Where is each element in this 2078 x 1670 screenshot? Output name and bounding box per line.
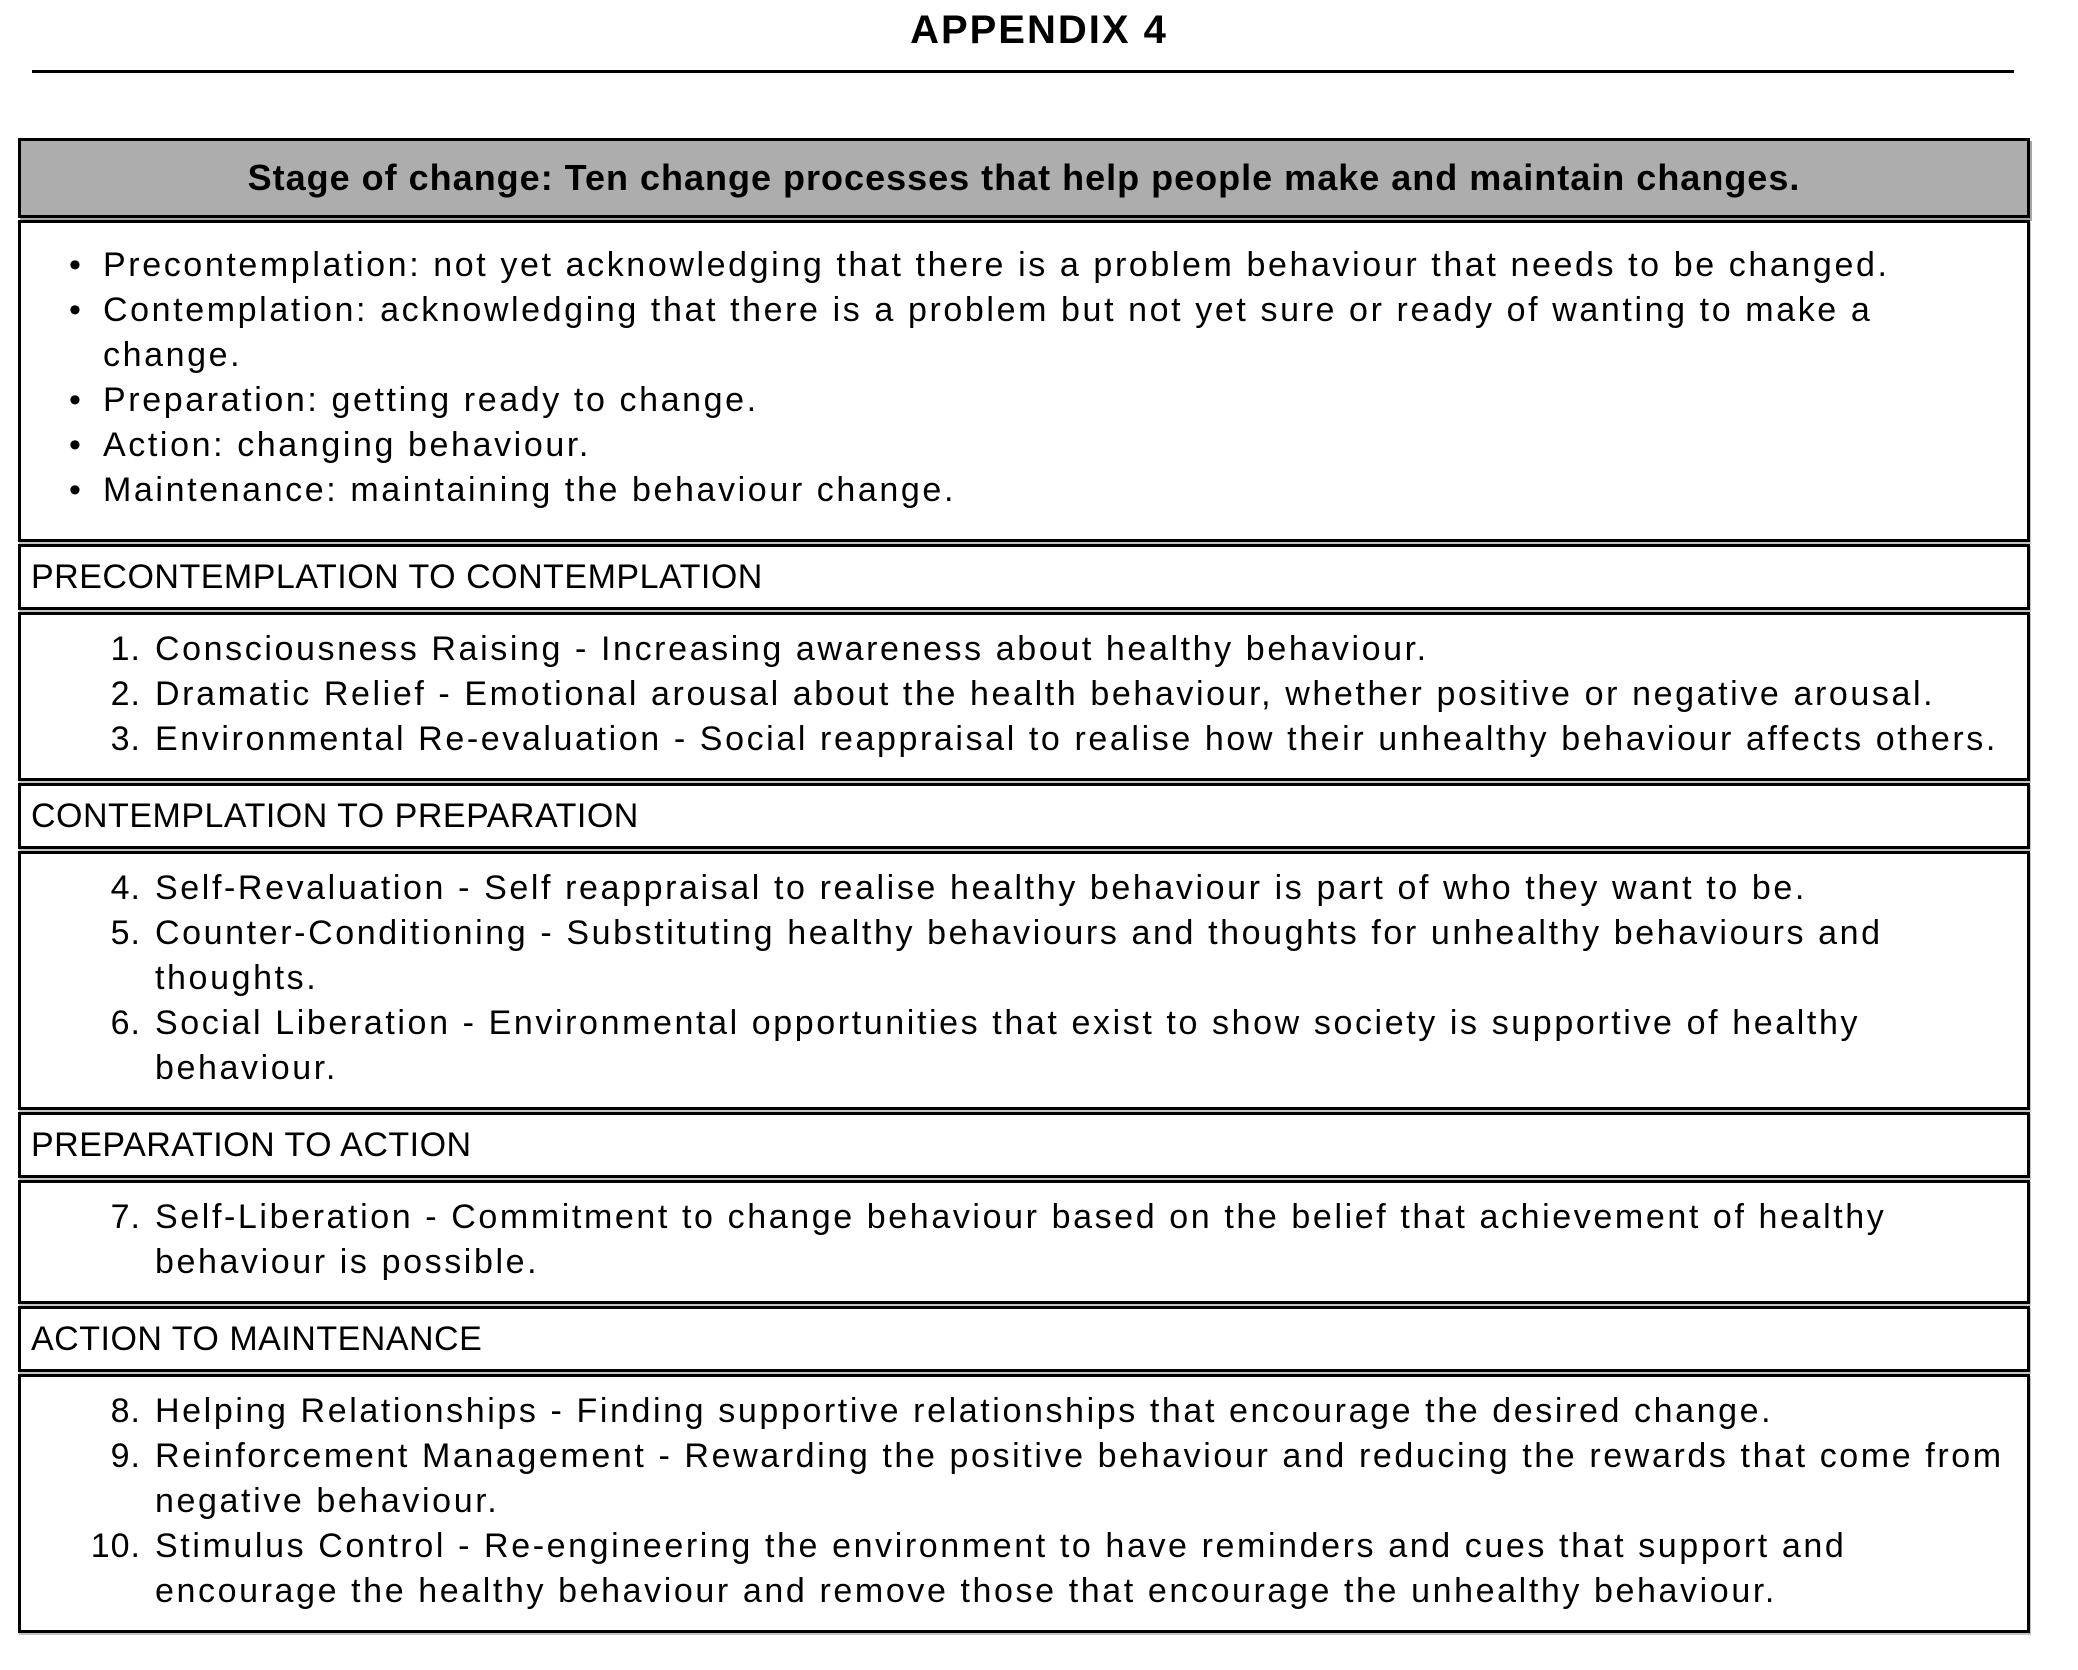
table-header-row	[18, 138, 2030, 218]
item-number: 2.	[110, 675, 141, 713]
list-item	[69, 288, 2007, 378]
item-text: Social Liberation - Environmental opportunities that exist to show society is supportive of healthy behaviour.	[155, 1004, 1861, 1087]
item-text: Dramatic Relief - Emotional arousal about the health behaviour, whether positive or negative arousal.	[155, 675, 1936, 713]
bullet-icon: •	[69, 471, 81, 509]
item-text: Environmental Re-evaluation - Social reappraisal to realise how their unhealthy behaviour affects others.	[155, 720, 1998, 758]
list-item	[69, 378, 2007, 423]
section-heading-action-to-maintenance: ACTION TO MAINTENANCE	[18, 1306, 2030, 1372]
bullet-icon: •	[69, 381, 81, 419]
item-number: 7.	[110, 1198, 141, 1236]
page-title: APPENDIX 4	[910, 8, 1168, 52]
list-item	[41, 1434, 2027, 1524]
list-item	[69, 423, 2007, 468]
stages-of-change-table	[18, 138, 2030, 1635]
process-items-group	[18, 612, 2030, 781]
section-heading-contemplation-to-preparation: CONTEMPLATION TO PREPARATION	[18, 783, 2030, 849]
item-number: 5.	[110, 914, 141, 952]
list-item	[41, 717, 2027, 762]
list-item	[41, 1524, 2027, 1614]
section-heading-precontemplation-to-contemplation: PRECONTEMPLATION TO CONTEMPLATION	[18, 544, 2030, 610]
list-item	[41, 1389, 2027, 1434]
item-text: Reinforcement Management - Rewarding the positive behaviour and reducing the rewards that come from negative behaviour.	[155, 1437, 2004, 1520]
item-number: 3.	[110, 720, 141, 758]
item-number: 4.	[110, 869, 141, 907]
item-number: 8.	[110, 1392, 141, 1430]
bullet-icon: •	[69, 426, 81, 464]
item-text: Counter-Conditioning - Substituting healthy behaviours and thoughts for unhealthy behaviours and thoughts.	[155, 914, 1883, 997]
stage-text: Contemplation: acknowledging that there is a problem but not yet sure or ready of wanting to make a change.	[103, 291, 1873, 374]
list-item	[41, 1001, 2027, 1091]
item-text: Consciousness Raising - Increasing awareness about healthy behaviour.	[155, 630, 1429, 668]
list-item	[41, 672, 2027, 717]
process-items-group	[18, 1180, 2030, 1304]
list-item	[41, 627, 2027, 672]
item-text: Self-Liberation - Commitment to change behaviour based on the belief that achievement of healthy behaviour is possible.	[155, 1198, 1887, 1281]
list-item	[41, 1195, 2027, 1285]
title-rule	[32, 70, 2014, 73]
stage-text: Precontemplation: not yet acknowledging that there is a problem behaviour that needs to be changed.	[103, 246, 1890, 284]
item-number: 1.	[110, 630, 141, 668]
list-item	[41, 911, 2027, 1001]
bullet-icon: •	[69, 291, 81, 329]
stages-list	[18, 220, 2030, 542]
list-item	[69, 243, 2007, 288]
item-text: Helping Relationships - Finding supportive relationships that encourage the desired change.	[155, 1392, 1774, 1430]
item-number: 10.	[90, 1527, 141, 1565]
table-title: Stage of change: Ten change processes that help people make and maintain changes.	[247, 157, 1801, 198]
item-text: Stimulus Control - Re-engineering the environment to have reminders and cues that support and encourage the healthy behaviour and remove those that encourage the unhealthy behaviour.	[155, 1527, 1847, 1610]
process-items-group	[18, 1374, 2030, 1633]
process-items-group	[18, 851, 2030, 1110]
list-item	[69, 468, 2007, 513]
item-number: 6.	[110, 1004, 141, 1042]
item-text: Self-Revaluation - Self reappraisal to realise healthy behaviour is part of who they want to be.	[155, 869, 1807, 907]
bullet-icon: •	[69, 246, 81, 284]
stage-text: Preparation: getting ready to change.	[103, 381, 759, 419]
stage-text: Action: changing behaviour.	[103, 426, 591, 464]
list-item	[41, 866, 2027, 911]
section-heading-preparation-to-action: PREPARATION TO ACTION	[18, 1112, 2030, 1178]
item-number: 9.	[110, 1437, 141, 1475]
stage-text: Maintenance: maintaining the behaviour change.	[103, 471, 956, 509]
